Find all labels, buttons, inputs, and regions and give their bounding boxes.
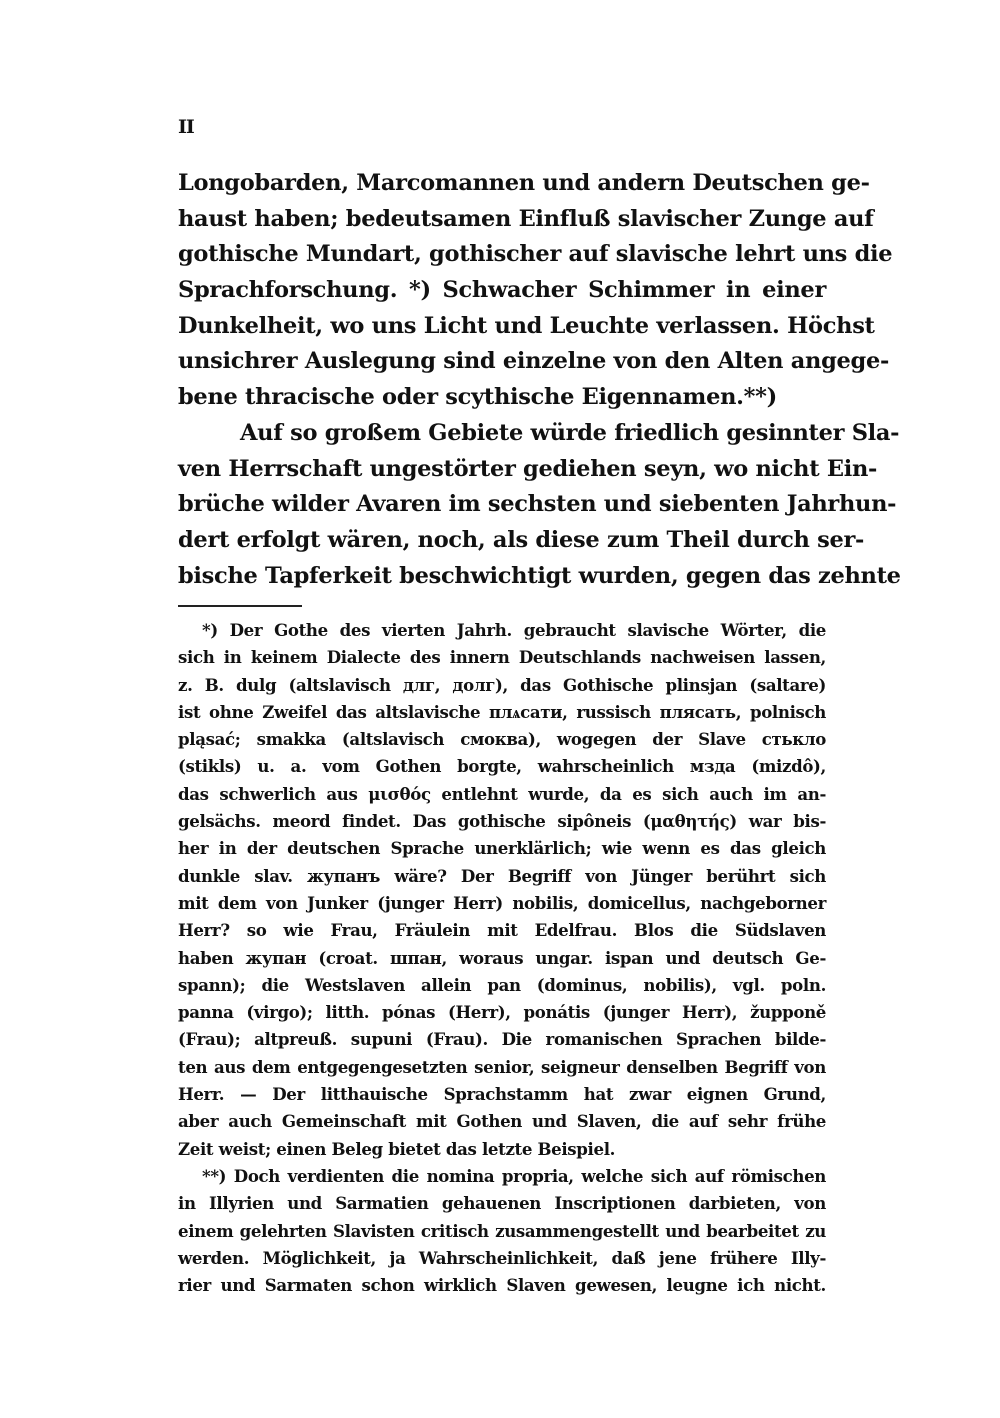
footnote-line: einem gelehrten Slavisten critisch zusammengestellt und bearbeitet zu [178, 1220, 826, 1241]
footnote-line: z. B. dulg (altslavisch длг, долг), das Gothische plinsjan (saltare) [178, 674, 826, 695]
main-text-line: Sprachforschung. *) Schwacher Schimmer in einer [178, 277, 826, 304]
footnote-line: Herr? so wie Frau, Fräulein mit Edelfrau. Blos die Südslaven [178, 920, 826, 941]
footnote-line: Herr. — Der litthauische Sprachstamm hat zwar eignen Grund, [178, 1084, 826, 1105]
page-number: II [178, 116, 194, 138]
footnote-line: **) Doch verdienten die nomina propria, welche sich auf römischen [202, 1165, 826, 1186]
footnote-line: spann); die Westslaven allein pan (dominus, nobilis), vgl. poln. [178, 974, 826, 995]
footnote-line: das schwerlich aus μισθός entlehnt wurde, da es sich auch im an- [178, 783, 826, 804]
footnote-line: aber auch Gemeinschaft mit Gothen und Slaven, die auf sehr frühe [178, 1111, 826, 1132]
footnote-line: werden. Möglichkeit, ja Wahrscheinlichkeit, daß jene frühere Illy- [178, 1247, 826, 1268]
footnote-line: (Frau); altpreuß. supuni (Frau). Die romanischen Sprachen bilde- [178, 1029, 826, 1050]
footnote-line: rier und Sarmaten schon wirklich Slaven gewesen, leugne ich nicht. [178, 1275, 826, 1296]
footnote-line: haben жупан (croat. шпан, woraus ungar. ispan und deutsch Ge- [178, 947, 826, 968]
footnote-line: her in der deutschen Sprache unerklärlich; wie wenn es das gleich [178, 838, 826, 859]
footnotes-block [178, 617, 826, 1299]
footnote-line: mit dem von Junker (junger Herr) nobilis, domicellus, nachgeborner [178, 892, 826, 913]
main-text-line: ven Herrschaft ungestörter gediehen seyn, wo nicht Ein- [178, 455, 878, 482]
main-text-line: Auf so großem Gebiete würde friedlich gesinnter Sla- [240, 419, 900, 446]
main-text-line: brüche wilder Avaren im sechsten und siebenten Jahrhun- [178, 491, 897, 518]
footnote-divider [178, 605, 302, 607]
footnote-line: dunkle slav. жупанъ wäre? Der Begriff von Jünger berührt sich [178, 865, 826, 886]
footnote-line: pląsać; smakka (altslavisch смоква), wogegen der Slave стькло [178, 729, 826, 750]
footnote-line: Zeit weist; einen Beleg bietet das letzte Beispiel. [178, 1138, 616, 1159]
footnote-line: ten aus dem entgegengesetzten senior, seigneur denselben Begriff von [178, 1056, 826, 1077]
footnote-line: gelsächs. meord findet. Das gothische sipôneis (μαθητής) war bis- [178, 811, 826, 832]
main-text-line: unsichrer Auslegung sind einzelne von den Alten angege- [178, 348, 890, 375]
footnote-line: in Illyrien und Sarmatien gehauenen Inscriptionen darbieten, von [178, 1193, 826, 1214]
footnote-line: ist ohne Zweifel das altslavische плѧсати, russisch плясать, polnisch [178, 701, 826, 722]
main-text-line: Longobarden, Marcomannen und andern Deutschen ge- [178, 170, 870, 196]
main-text-line: haust haben; bedeutsamen Einfluß slavischer Zunge auf [178, 205, 874, 232]
footnote-line: (stikls) u. a. vom Gothen borgte, wahrscheinlich мзда (mizdô), [178, 756, 826, 777]
main-text-line: Dunkelheit, wo uns Licht und Leuchte verlassen. Höchst [178, 312, 875, 339]
main-text-line: bene thracische oder scythische Eigennamen.**) [178, 384, 777, 411]
main-text-line: dert erfolgt wären, noch, als diese zum Theil durch ser- [178, 526, 865, 553]
main-text-line: bische Tapferkeit beschwichtigt wurden, gegen das zehnte [178, 562, 901, 589]
main-text-line: gothische Mundart, gothischer auf slavische lehrt uns die [178, 241, 893, 268]
footnote-line: sich in keinem Dialecte des innern Deutschlands nachweisen lassen, [178, 647, 826, 668]
main-text-block [178, 166, 901, 594]
footnote-line: panna (virgo); litth. pónas (Herr), ponátis (junger Herr), župponě [178, 1002, 826, 1023]
footnote-line: *) Der Gothe des vierten Jahrh. gebraucht slavische Wörter, die [202, 620, 826, 640]
